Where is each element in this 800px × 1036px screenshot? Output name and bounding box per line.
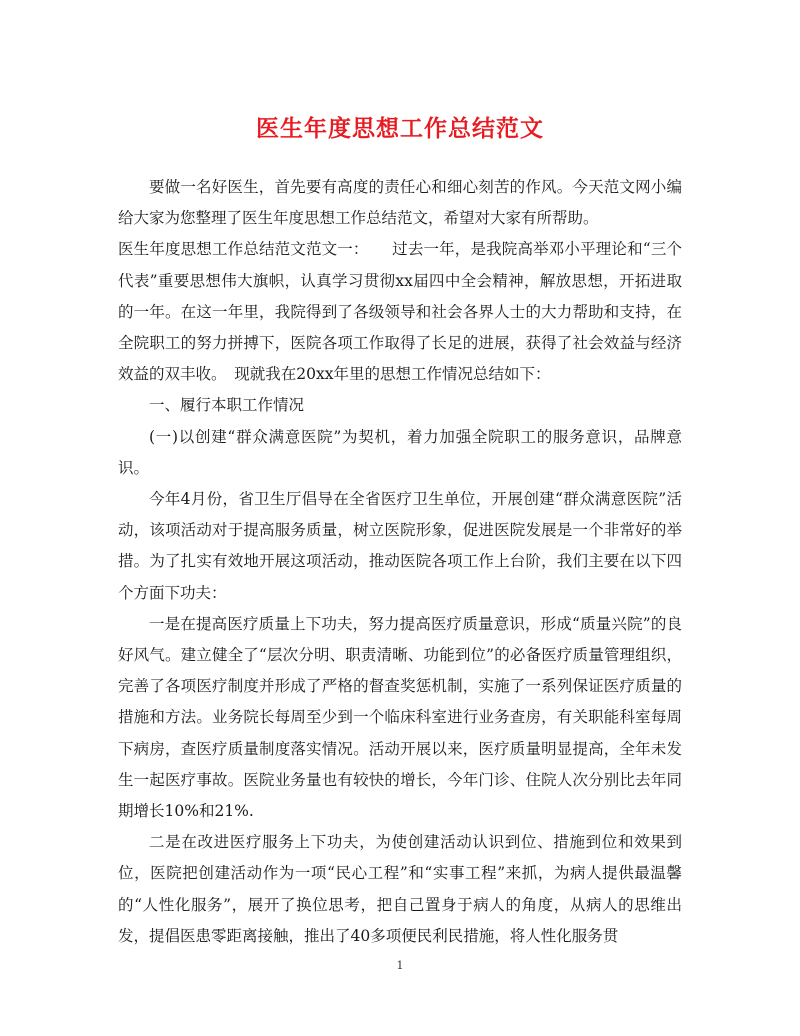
paragraph-intro: 要做一名好医生，首先要有高度的责任心和细心刻苦的作风。今天范文网小编给大家为您整理了医生年度思想工作总结范文，希望对大家有所帮助。: [118, 178, 682, 228]
page-number: 1: [396, 959, 404, 972]
paragraph-quality: 一是在提高医疗质量上下功夫，努力提高医疗质量意识，形成“质量兴院”的良好风气。建立健全了“层次分明、职责清晰、功能到位”的必备医疗质量管理组织，完善了各项医疗制度并形成了严格的督查奖惩机制，实施了一系列保证医疗质量的措施和方法。业务院长每周至少到一个临床科室进行业务查房，有关职能科室每周下病房，查医疗质量制度落实情况。活动开展以来，医疗质量明显提高，全年未发生一起医疗事故。医院业务量也有较快的增长，今年门诊、住院人次分别比去年同期增长10%和21%.: [118, 614, 682, 821]
document-body: [118, 172, 682, 952]
subsection-heading: (一)以创建“群众满意医院”为契机，着力加强全院职工的服务意识，品牌意识。: [118, 427, 682, 477]
section-heading: 一、履行本职工作情况: [149, 396, 305, 415]
paragraph-service: 二是在改进医疗服务上下功夫，为使创建活动认识到位、措施到位和效果到位，医院把创建活动作为一项“民心工程”和“实事工程”来抓，为病人提供最温馨的“人性化服务”，展开了换位思考，把自己置身于病人的角度，从病人的思维出发，提倡医患零距离接触，推出了40多项便民利民措施，将人性化服务贯: [118, 833, 682, 945]
paragraph-overview: 医生年度思想工作总结范文范文一： 过去一年，是我院高举邓小平理论和“三个代表”重要思想伟大旗帜，认真学习贯彻xx届四中全会精神，解放思想，开拓进取的一年。在这一年里，我院得到了各级领导和社会各界人士的大力帮助和支持，在全院职工的努力拼搏下，医院各项工作取得了长足的进展，获得了社会效益与经济效益的双丰收。 现就我在20xx年里的思想工作情况总结如下：: [118, 240, 682, 384]
document-title: 医生年度思想工作总结范文: [256, 115, 544, 142]
paragraph-activity: 今年4月份，省卫生厅倡导在全省医疗卫生单位，开展创建“群众满意医院”活动，该项活动对于提高服务质量，树立医院形象，促进医院发展是一个非常好的举措。为了扎实有效地开展这项活动，推动医院各项工作上台阶，我们主要在以下四个方面下功夫：: [118, 490, 682, 602]
